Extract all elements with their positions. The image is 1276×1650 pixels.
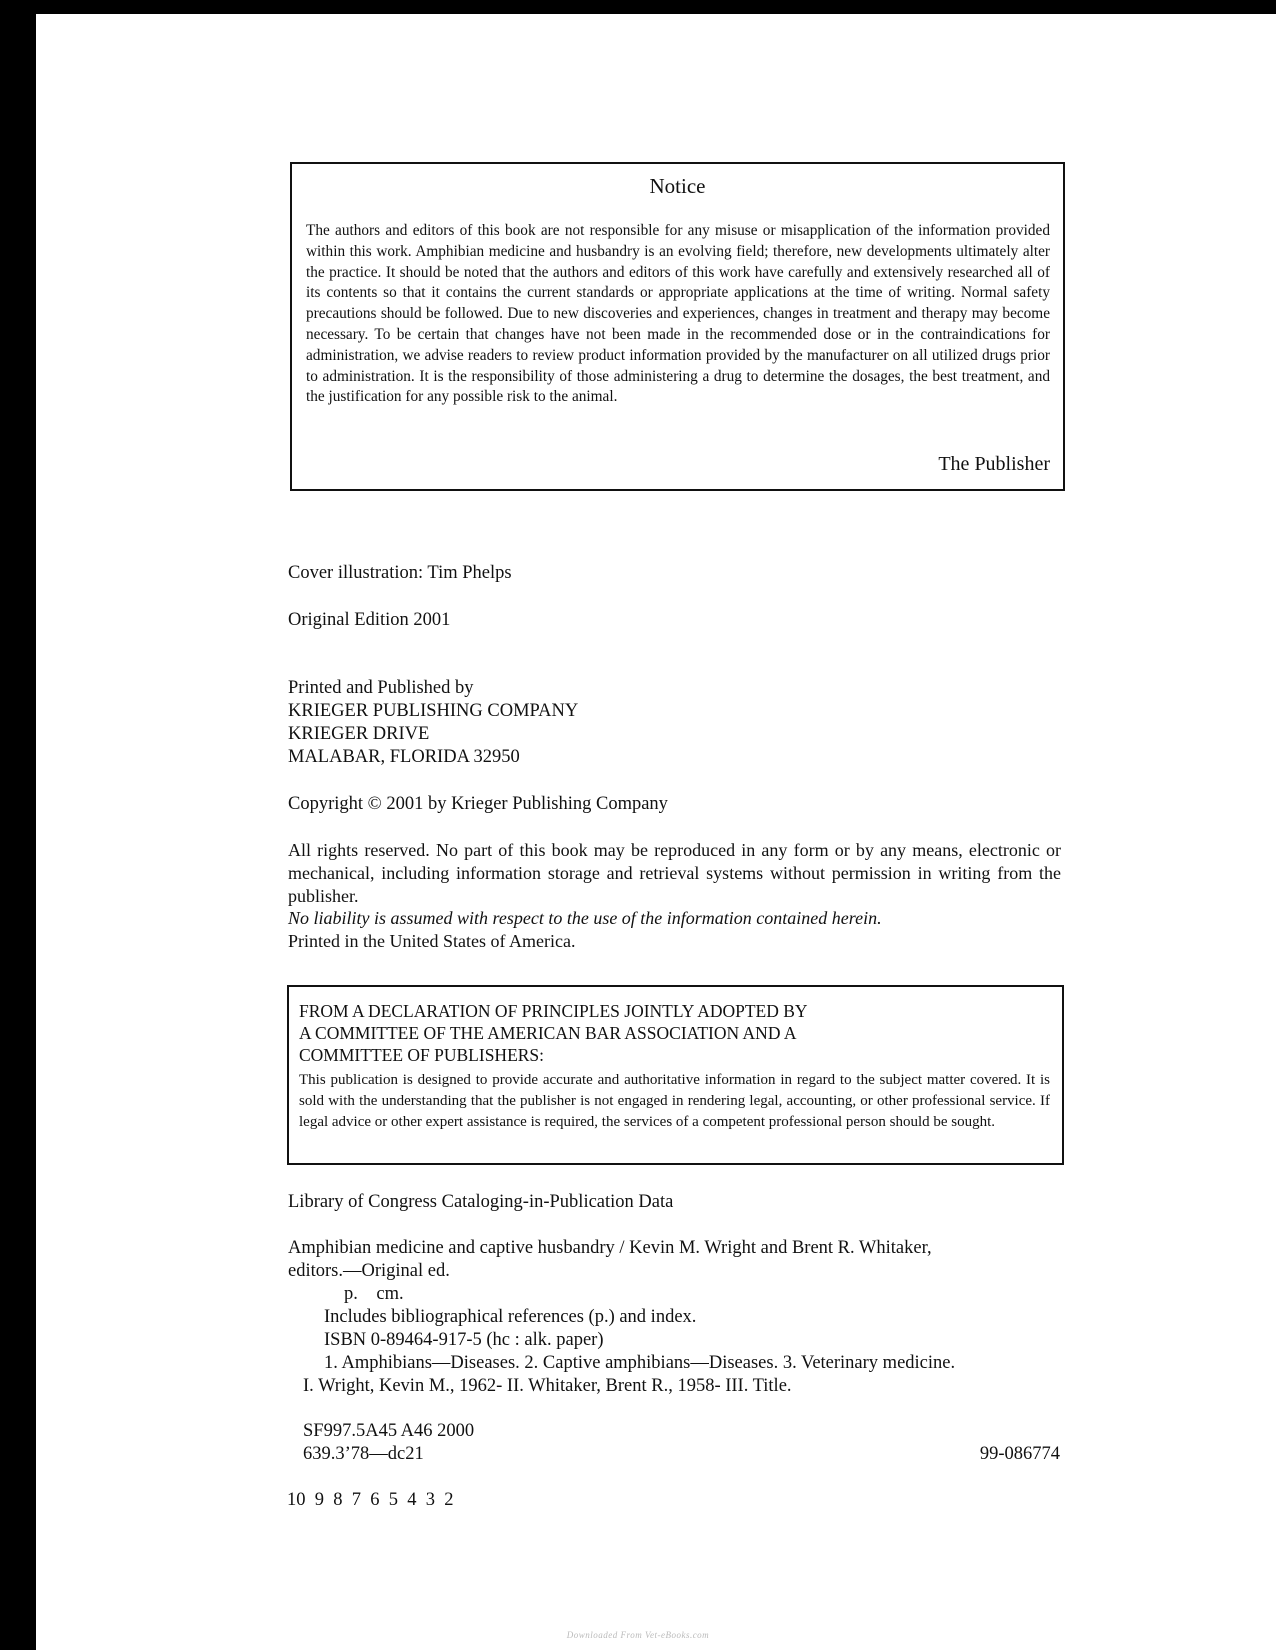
notice-title: Notice [649,174,706,198]
declaration-heading-line: FROM A DECLARATION OF PRINCIPLES JOINTLY ADOPTED BY [299,1001,808,1021]
cip-pcm: p. cm. [344,1284,404,1304]
declaration-heading-line: COMMITTEE OF PUBLISHERS: [299,1045,545,1065]
rights-statement: All rights reserved. No part of this book may be reproduced in any form or by any means, electronic or mechanical, including information storage and retrieval systems without permission in writing from the publisher. [288,840,1061,906]
download-watermark: Downloaded From Vet-eBooks.com [566,1630,710,1640]
notice-box [290,162,1065,491]
lc-classification: SF997.5A45 A46 2000 [303,1421,475,1441]
scan-top-border [0,0,1276,14]
cover-credit: Cover illustration: Tim Phelps [288,563,512,583]
notice-signature: The Publisher [938,453,1050,475]
notice-body: The authors and editors of this book are not responsible for any misuse or misapplication of the information provided within this work. Amphibian medicine and husbandry is an evolving field; therefore, new developments ultimately alter the practice. It should be noted that the authors and editors of this work have carefully and extensively researched all of its contents so that it contains the current standards or appropriate applications at the time of writing. Normal safety precautions should be followed. Due to new discoveries and experiences, changes in treatment and therapy may become necessary. To be certain that changes have not been made in the recommended dose or in the contraindications for administration, we advise readers to review product information provided by the manufacturer on all utilized drugs prior to administration. It is the responsibility of those administering a drug to determine the dosages, the best treatment, and the justification for any possible risk to the animal. [306,222,1050,406]
declaration-heading [299,1000,808,1066]
cip-includes: Includes bibliographical references (p.) and index. [324,1307,697,1327]
scan-left-border [0,0,36,1650]
copyright-line: Copyright © 2001 by Krieger Publishing Company [288,794,668,814]
lccn: 99-086774 [979,1444,1060,1464]
cip-subjects: 1. Amphibians—Diseases. 2. Captive amphibians—Diseases. 3. Veterinary medicine. [324,1353,956,1373]
cip-added-entries: I. Wright, Kevin M., 1962- II. Whitaker, Brent R., 1958- III. Title. [303,1376,792,1396]
printed-in-line: Printed in the United States of America. [288,931,576,952]
dewey-number: 639.3’78—dc21 [303,1444,424,1464]
publisher-city: MALABAR, FLORIDA 32950 [288,747,520,767]
declaration-heading-line: A COMMITTEE OF THE AMERICAN BAR ASSOCIATION AND A [299,1023,797,1043]
cip-entry-line: Amphibian medicine and captive husbandry / Kevin M. Wright and Brent R. Whitaker, [288,1238,932,1258]
declaration-body: This publication is designed to provide accurate and authoritative information in regard to the subject matter covered. It is sold with the understanding that the publisher is not engaged in rendering legal, accounting, or other professional service. If legal advice or other expert assistance is required, the services of a competent professional person should be sought. [299,1072,1050,1130]
liability-statement: No liability is assumed with respect to the use of the information contained herein. [288,908,882,929]
print-line: 10 9 8 7 6 5 4 3 2 [287,1490,454,1510]
rights-block [288,839,1061,953]
cip-entry-line: editors.—Original ed. [288,1261,450,1281]
cip-isbn: ISBN 0-89464-917-5 (hc : alk. paper) [324,1330,604,1350]
publisher-street: KRIEGER DRIVE [288,724,430,744]
declaration-box [287,985,1064,1165]
cip-heading: Library of Congress Cataloging-in-Publication Data [288,1192,674,1212]
publisher-name: KRIEGER PUBLISHING COMPANY [288,701,579,721]
edition-line: Original Edition 2001 [288,610,451,630]
publisher-intro: Printed and Published by [288,678,474,698]
